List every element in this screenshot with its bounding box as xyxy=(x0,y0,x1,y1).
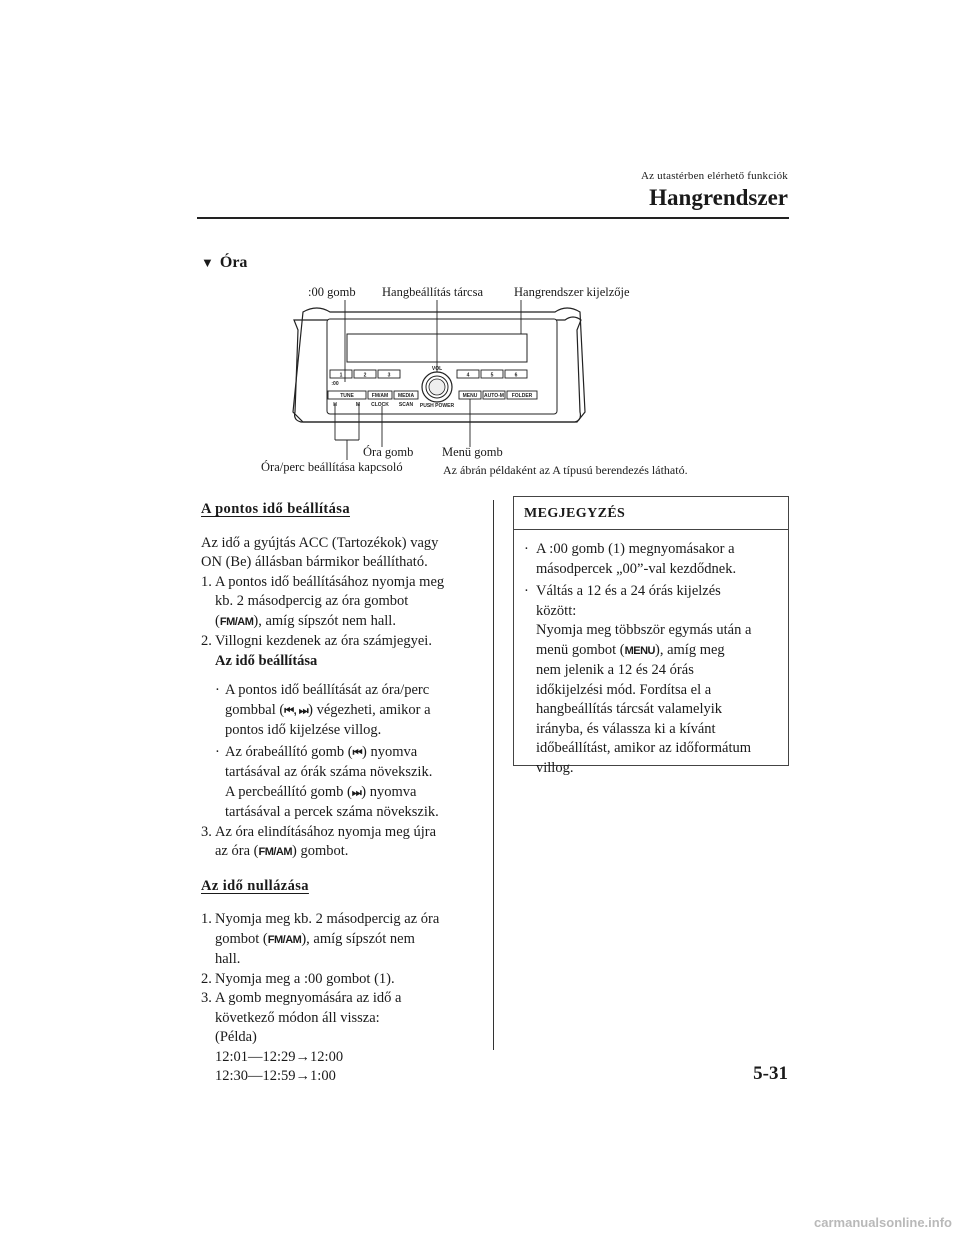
audio-unit-figure xyxy=(255,282,735,482)
label-tuning-dial: Hangbeállítás tárcsa xyxy=(382,285,483,299)
bullet-line: pontos idő kijelzése villog. xyxy=(225,722,382,738)
step-line xyxy=(215,842,473,863)
text-fragment: ) nyomva xyxy=(362,743,418,760)
skip-buttons-icon: ⏮, ⏭ xyxy=(284,704,309,717)
skip-back-icon: ⏮ xyxy=(352,746,363,759)
left-column xyxy=(201,500,473,1087)
note-line: hangbeállítás tárcsát valamelyik xyxy=(536,701,723,717)
skip-forward-icon: ⏭ xyxy=(351,786,362,799)
preset-3: 3 xyxy=(387,372,391,379)
step-line: Nyomja meg kb. 2 másodpercig az óra xyxy=(215,911,440,927)
btn-autom: AUTO-M xyxy=(484,393,504,399)
step-number: 2. xyxy=(201,970,212,987)
step-number: 3. xyxy=(201,990,212,1006)
fm-am-button-glyph: FM/AM xyxy=(219,615,254,628)
step-line: következő módon áll vissza: xyxy=(215,1009,380,1026)
text-fragment: gombot ( xyxy=(215,930,268,947)
step-line: 12:30―12:59→1:00 xyxy=(215,1068,336,1084)
step-line: A gomb megnyomására az idő a xyxy=(215,990,402,1006)
btn-fmam: FM/AM xyxy=(371,393,389,399)
step-line: Villogni kezdenek az óra számjegyei. xyxy=(215,633,432,649)
step-line xyxy=(215,930,473,951)
note-line: irányba, és válassza ki a kívánt xyxy=(536,720,716,737)
label-zero-button: :00 gomb xyxy=(308,285,356,299)
subheading-reset-time: Az idő nullázása xyxy=(201,877,309,894)
text-fragment: ) gombot. xyxy=(292,843,349,859)
label-hour-min-switch: Óra/perc beállítása kapcsoló xyxy=(261,460,403,474)
reset-step-2 xyxy=(201,970,473,990)
menu-button-glyph: MENU xyxy=(624,644,655,657)
preset-1: 1 xyxy=(339,372,343,379)
sub-m: M xyxy=(355,402,361,408)
note-line: A :00 gomb (1) megnyomásakor a xyxy=(536,541,735,557)
text-fragment: Az órabeállító gomb ( xyxy=(225,743,353,760)
note-line: Váltás a 12 és a 24 órás kijelzés xyxy=(536,583,721,599)
bullet-2 xyxy=(201,743,473,823)
step-line: 12:01―12:29→12:00 xyxy=(215,1048,344,1065)
sub-scan: SCAN xyxy=(398,402,414,408)
bullet-dot: · xyxy=(215,682,220,698)
note-line: időkijelzési mód. Fordítsa el a xyxy=(536,681,712,698)
step-line: Nyomja meg a :00 gombot (1). xyxy=(215,970,395,987)
step-line: hall. xyxy=(215,951,241,967)
btn-menu: MENU xyxy=(462,393,478,399)
preset-6: 6 xyxy=(514,372,518,379)
note-line: másodpercek „00”-val kezdődnek. xyxy=(536,560,737,577)
note-line: időbeállítást, amikor az időformátum xyxy=(536,740,752,756)
bullet-dot: · xyxy=(524,583,529,599)
note-line: között: xyxy=(536,602,577,619)
bullet-line: tartásával az órák száma növekszik. xyxy=(225,764,433,780)
note-line: Nyomja meg többször egymás után a xyxy=(536,622,752,638)
reset-step-3 xyxy=(201,989,473,1087)
step-line: (Példa) xyxy=(215,1029,257,1045)
subheading-set-time: A pontos idő beállítása xyxy=(201,501,350,517)
section-heading xyxy=(201,254,247,272)
btn-media: MEDIA xyxy=(397,393,415,399)
intro-line-2: ON (Be) állásban bármikor beállítható. xyxy=(201,554,428,570)
preset-4: 4 xyxy=(466,372,470,379)
push-power-label: PUSH POWER xyxy=(419,403,455,409)
sub-clock: CLOCK xyxy=(371,402,389,408)
btn-folder: FOLDER xyxy=(511,393,533,399)
reset-step-1 xyxy=(201,910,473,970)
header-title: Hangrendszer xyxy=(649,185,788,210)
step-line: Az óra elindításához nyomja meg újra xyxy=(215,823,437,840)
text-fragment: ( xyxy=(215,612,220,629)
note-line: nem jelenik a 12 és 24 órás xyxy=(536,662,694,678)
intro-paragraph xyxy=(201,534,473,573)
intro-line-1: Az idő a gyújtás ACC (Tartozékok) vagy xyxy=(201,534,439,551)
header-rule xyxy=(197,217,789,219)
header-subtitle: Az utastérben elérhető funkciók xyxy=(640,170,788,182)
step-bold-heading: Az idő beállítása xyxy=(215,652,318,669)
note-body xyxy=(514,530,788,778)
text-fragment: az óra ( xyxy=(215,843,259,859)
label-clock-button: Óra gomb xyxy=(363,445,414,459)
preset-5: 5 xyxy=(490,372,494,379)
zero-mark: :00 xyxy=(331,381,339,387)
step-number: 2. xyxy=(201,633,212,649)
text-fragment: ), amíg sípszót nem xyxy=(301,930,415,947)
step-line xyxy=(215,612,473,633)
section-title: Óra xyxy=(219,254,248,271)
label-display: Hangrendszer kijelzője xyxy=(514,285,630,299)
note-title: MEGJEGYZÉS xyxy=(514,497,788,530)
text-fragment: ) nyomva xyxy=(361,783,417,800)
fm-am-button-glyph: FM/AM xyxy=(258,846,293,858)
bullet-dot: · xyxy=(215,743,220,760)
vol-label: VOL xyxy=(431,366,443,372)
set-step-2 xyxy=(201,632,473,671)
step-number: 1. xyxy=(201,911,212,927)
preset-2: 2 xyxy=(363,372,367,379)
step-number: 1. xyxy=(201,573,212,590)
bullet-1 xyxy=(201,681,473,741)
text-fragment: A percbeállító gomb ( xyxy=(225,783,352,800)
watermark: carmanualsonline.info xyxy=(814,1215,952,1230)
step-number: 3. xyxy=(201,823,212,840)
bullet-line xyxy=(225,783,439,804)
page-number: 5-31 xyxy=(753,1063,788,1084)
set-step-3 xyxy=(201,823,473,863)
note-item-2 xyxy=(524,582,778,778)
note-line xyxy=(536,641,751,662)
bullet-line: tartásával a percek száma növekszik. xyxy=(225,804,439,820)
bullet-dot: · xyxy=(524,541,529,557)
bullet-line: A pontos idő beállítását az óra/perc xyxy=(225,682,430,698)
text-fragment: ), amíg meg xyxy=(655,641,725,658)
fm-am-button-glyph: FM/AM xyxy=(267,933,302,946)
text-fragment: ) végezheti, amikor a xyxy=(308,701,431,718)
note-item-1 xyxy=(524,540,778,579)
sub-h: H xyxy=(333,402,337,408)
step-line: A pontos idő beállításához nyomja meg xyxy=(215,573,445,590)
note-box xyxy=(513,496,789,776)
step-line: kb. 2 másodpercig az óra gombot xyxy=(215,593,409,609)
note-line: villog. xyxy=(536,759,574,776)
text-fragment: ), amíg sípszót nem hall. xyxy=(253,612,396,629)
bullet-line xyxy=(225,743,439,764)
bullet-line xyxy=(225,701,431,722)
set-step-1 xyxy=(201,573,473,633)
btn-tune: TUNE xyxy=(340,393,354,399)
column-divider xyxy=(493,500,494,1050)
figure-caption: Az ábrán példaként az A típusú berendezés látható. xyxy=(443,463,688,477)
text-fragment: menü gombot ( xyxy=(536,641,625,658)
label-menu-button: Menü gomb xyxy=(442,445,503,459)
text-fragment: gombbal ( xyxy=(225,701,285,718)
triangle-marker-icon: ▼ xyxy=(201,255,214,270)
